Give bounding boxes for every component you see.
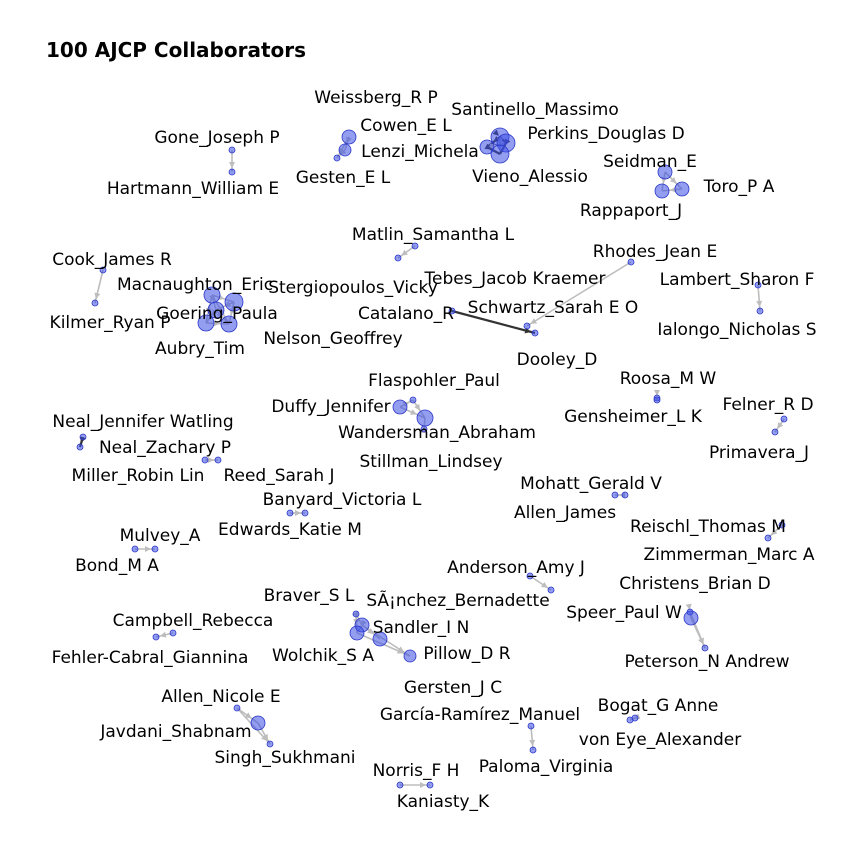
node-label-garcia: García-Ramírez_Manuel: [379, 705, 581, 725]
node-label-mohatt: Mohatt_Gerald V: [520, 474, 662, 494]
edge-anderson-sanchez: [530, 576, 551, 590]
node-label-mulvey: Mulvey_A: [119, 526, 201, 546]
edge-arrowhead-gone-hartmann: [229, 162, 235, 168]
node-bond: [152, 546, 158, 552]
label-layer: [50, 88, 817, 812]
node-label-reed: Reed_Sarah J: [223, 466, 335, 486]
node-schwartz: [524, 323, 530, 329]
node-label-santinello: Santinello_Massimo: [451, 100, 619, 120]
node-label-sandler: Sandler_I N: [372, 618, 470, 638]
node-label-braver: Braver_S L: [263, 586, 355, 606]
node-label-voneye: von Eye_Alexander: [578, 730, 742, 750]
node-voneye: [627, 717, 633, 723]
edge-arrowhead-banyard-edwards: [295, 510, 301, 516]
node-pillow: [404, 650, 416, 662]
edge-arrowhead-garcia-paloma: [529, 740, 535, 746]
node-label-stergiopoulos: Stergiopoulos_Vicky: [268, 278, 438, 298]
node-rappaport: [655, 184, 669, 198]
node-label-javdani: Javdani_Shabnam: [100, 722, 252, 742]
node-cowen: [339, 144, 351, 156]
node-neal_z: [77, 444, 83, 450]
node-label-matlin: Matlin_Samantha L: [351, 225, 515, 245]
node-label-peterson: Peterson_N Andrew: [624, 652, 790, 672]
node-hartmann: [229, 169, 235, 175]
node-label-neal_j: Neal_Jennifer Watling: [52, 412, 234, 432]
node-singh: [267, 741, 273, 747]
node-label-duffy: Duffy_Jennifer: [271, 397, 391, 417]
node-label-bond: Bond_M A: [75, 556, 159, 576]
node-label-bogat: Bogat_G Anne: [597, 696, 719, 716]
node-label-allen_n: Allen_Nicole E: [161, 687, 281, 707]
node-paloma: [530, 747, 536, 753]
node-label-campbell: Campbell_Rebecca: [112, 611, 274, 631]
node-label-speer: Speer_Paul W: [566, 603, 682, 623]
node-kaniasty: [427, 782, 433, 788]
node-label-neal_z: Neal_Zachary P: [98, 438, 232, 458]
node-norris: [397, 782, 403, 788]
node-label-singh: Singh_Sukhmani: [214, 748, 356, 768]
edge-garcia-paloma: [531, 726, 533, 750]
node-label-ialongo: Ialongo_Nicholas S: [657, 320, 817, 340]
figure-title: 100 AJCP Collaborators: [46, 38, 307, 62]
node-label-perkins: Perkins_Douglas D: [527, 124, 685, 144]
node-label-norris: Norris_F H: [372, 761, 460, 781]
node-label-primavera: Primavera_J: [708, 443, 810, 463]
node-label-cowen: Cowen_E L: [360, 116, 452, 136]
node-label-cook: Cook_James R: [52, 250, 172, 270]
node-ialongo: [757, 308, 763, 314]
edge-arrowhead-cook-kilmer: [94, 293, 100, 300]
node-label-wolchik: Wolchik_S A: [272, 646, 374, 666]
node-label-allen_j: Allen_James: [513, 503, 617, 523]
node-label-miller: Miller_Robin Lin: [71, 466, 205, 486]
node-toro: [675, 182, 689, 196]
node-fehler: [153, 634, 159, 640]
node-label-christens: Christens_Brian D: [619, 574, 771, 594]
node-label-hartmann: Hartmann_William E: [106, 179, 280, 199]
node-weissberg: [342, 130, 356, 144]
node-braver: [353, 611, 359, 617]
node-label-dooley: Dooley_D: [516, 350, 598, 370]
edge-arrowhead-lambert-ialongo: [756, 301, 762, 307]
node-felner: [781, 416, 787, 422]
node-label-banyard: Banyard_Victoria L: [262, 490, 422, 510]
node-kilmer: [92, 300, 98, 306]
node-label-kaniasty: Kaniasty_K: [396, 792, 490, 812]
node-flaspohler: [410, 397, 416, 403]
node-label-aubry: Aubry_Tim: [155, 339, 245, 359]
node-gensheimer: [654, 397, 660, 403]
node-label-gesten_el: Gesten_E L: [295, 168, 391, 188]
node-label-reischl: Reischl_Thomas M: [630, 517, 786, 537]
node-label-stillman: Stillman_Lindsey: [359, 452, 503, 472]
node-vieno: [491, 145, 509, 163]
node-label-macnaughton: Macnaughton_Eric: [116, 275, 274, 295]
node-label-paloma: Paloma_Virginia: [478, 757, 614, 777]
node-label-vieno: Vieno_Alessio: [472, 167, 588, 187]
node-banyard: [287, 510, 293, 516]
edge-arrowhead-matlin-tebes: [401, 250, 408, 256]
node-label-pillow: Pillow_D R: [423, 644, 511, 664]
node-edwards: [302, 510, 308, 516]
node-label-felner: Felner_R D: [722, 395, 814, 415]
node-javdani: [251, 716, 265, 730]
node-label-rappaport: Rappaport_J: [579, 201, 683, 221]
node-speer: [684, 611, 698, 625]
node-wolchik: [350, 626, 364, 640]
node-peterson: [702, 645, 708, 651]
node-label-anderson: Anderson_Amy J: [447, 558, 585, 578]
edge-arrowhead-campbell-fehler: [160, 632, 167, 638]
node-label-weissberg: Weissberg_R P: [314, 88, 438, 108]
node-gesten_el: [334, 155, 340, 161]
node-label-seidman: Seidman_E: [603, 152, 697, 172]
node-label-tebes: Tebes_Jacob Kraemer: [424, 269, 606, 289]
node-label-rhodes: Rhodes_Jean E: [592, 242, 718, 262]
edge-arrowhead-norris-kaniasty: [420, 782, 426, 788]
node-label-wandersman: Wandersman_Abraham: [338, 423, 536, 443]
node-label-schwartz: Schwartz_Sarah E O: [467, 298, 639, 318]
node-mulvey: [132, 546, 138, 552]
node-label-edwards: Edwards_Katie M: [218, 520, 362, 540]
node-neal_j: [80, 434, 86, 440]
node-label-kilmer: Kilmer_Ryan P: [49, 313, 171, 333]
node-label-gone: Gone_Joseph P: [154, 128, 280, 148]
node-label-fehler: Fehler-Cabral_Giannina: [51, 648, 249, 668]
node-label-gersten_jc: Gersten_J C: [403, 678, 503, 698]
edge-arrowhead-mulvey-bond: [145, 546, 151, 552]
node-label-lenzi: Lenzi_Michela: [361, 142, 479, 162]
node-label-gensheimer: Gensheimer_L K: [564, 407, 702, 427]
node-dooley: [532, 330, 538, 336]
node-label-goering: Goering_Paula: [156, 304, 278, 324]
node-label-zimmerman: Zimmerman_Marc A: [643, 545, 815, 565]
node-label-sanchez: SÃ¡nchez_Bernadette: [366, 591, 550, 611]
node-label-lambert: Lambert_Sharon F: [659, 270, 815, 290]
node-duffy: [393, 400, 407, 414]
node-label-roosa: Roosa_M W: [619, 369, 717, 389]
node-label-toro: Toro_P A: [703, 177, 775, 197]
node-tebes: [395, 255, 401, 261]
node-label-flaspohler: Flaspohler_Paul: [368, 371, 500, 391]
node-primavera: [772, 429, 778, 435]
node-label-nelson: Nelson_Geoffrey: [263, 329, 403, 349]
node-label-catalano: Catalano_R: [358, 304, 454, 324]
